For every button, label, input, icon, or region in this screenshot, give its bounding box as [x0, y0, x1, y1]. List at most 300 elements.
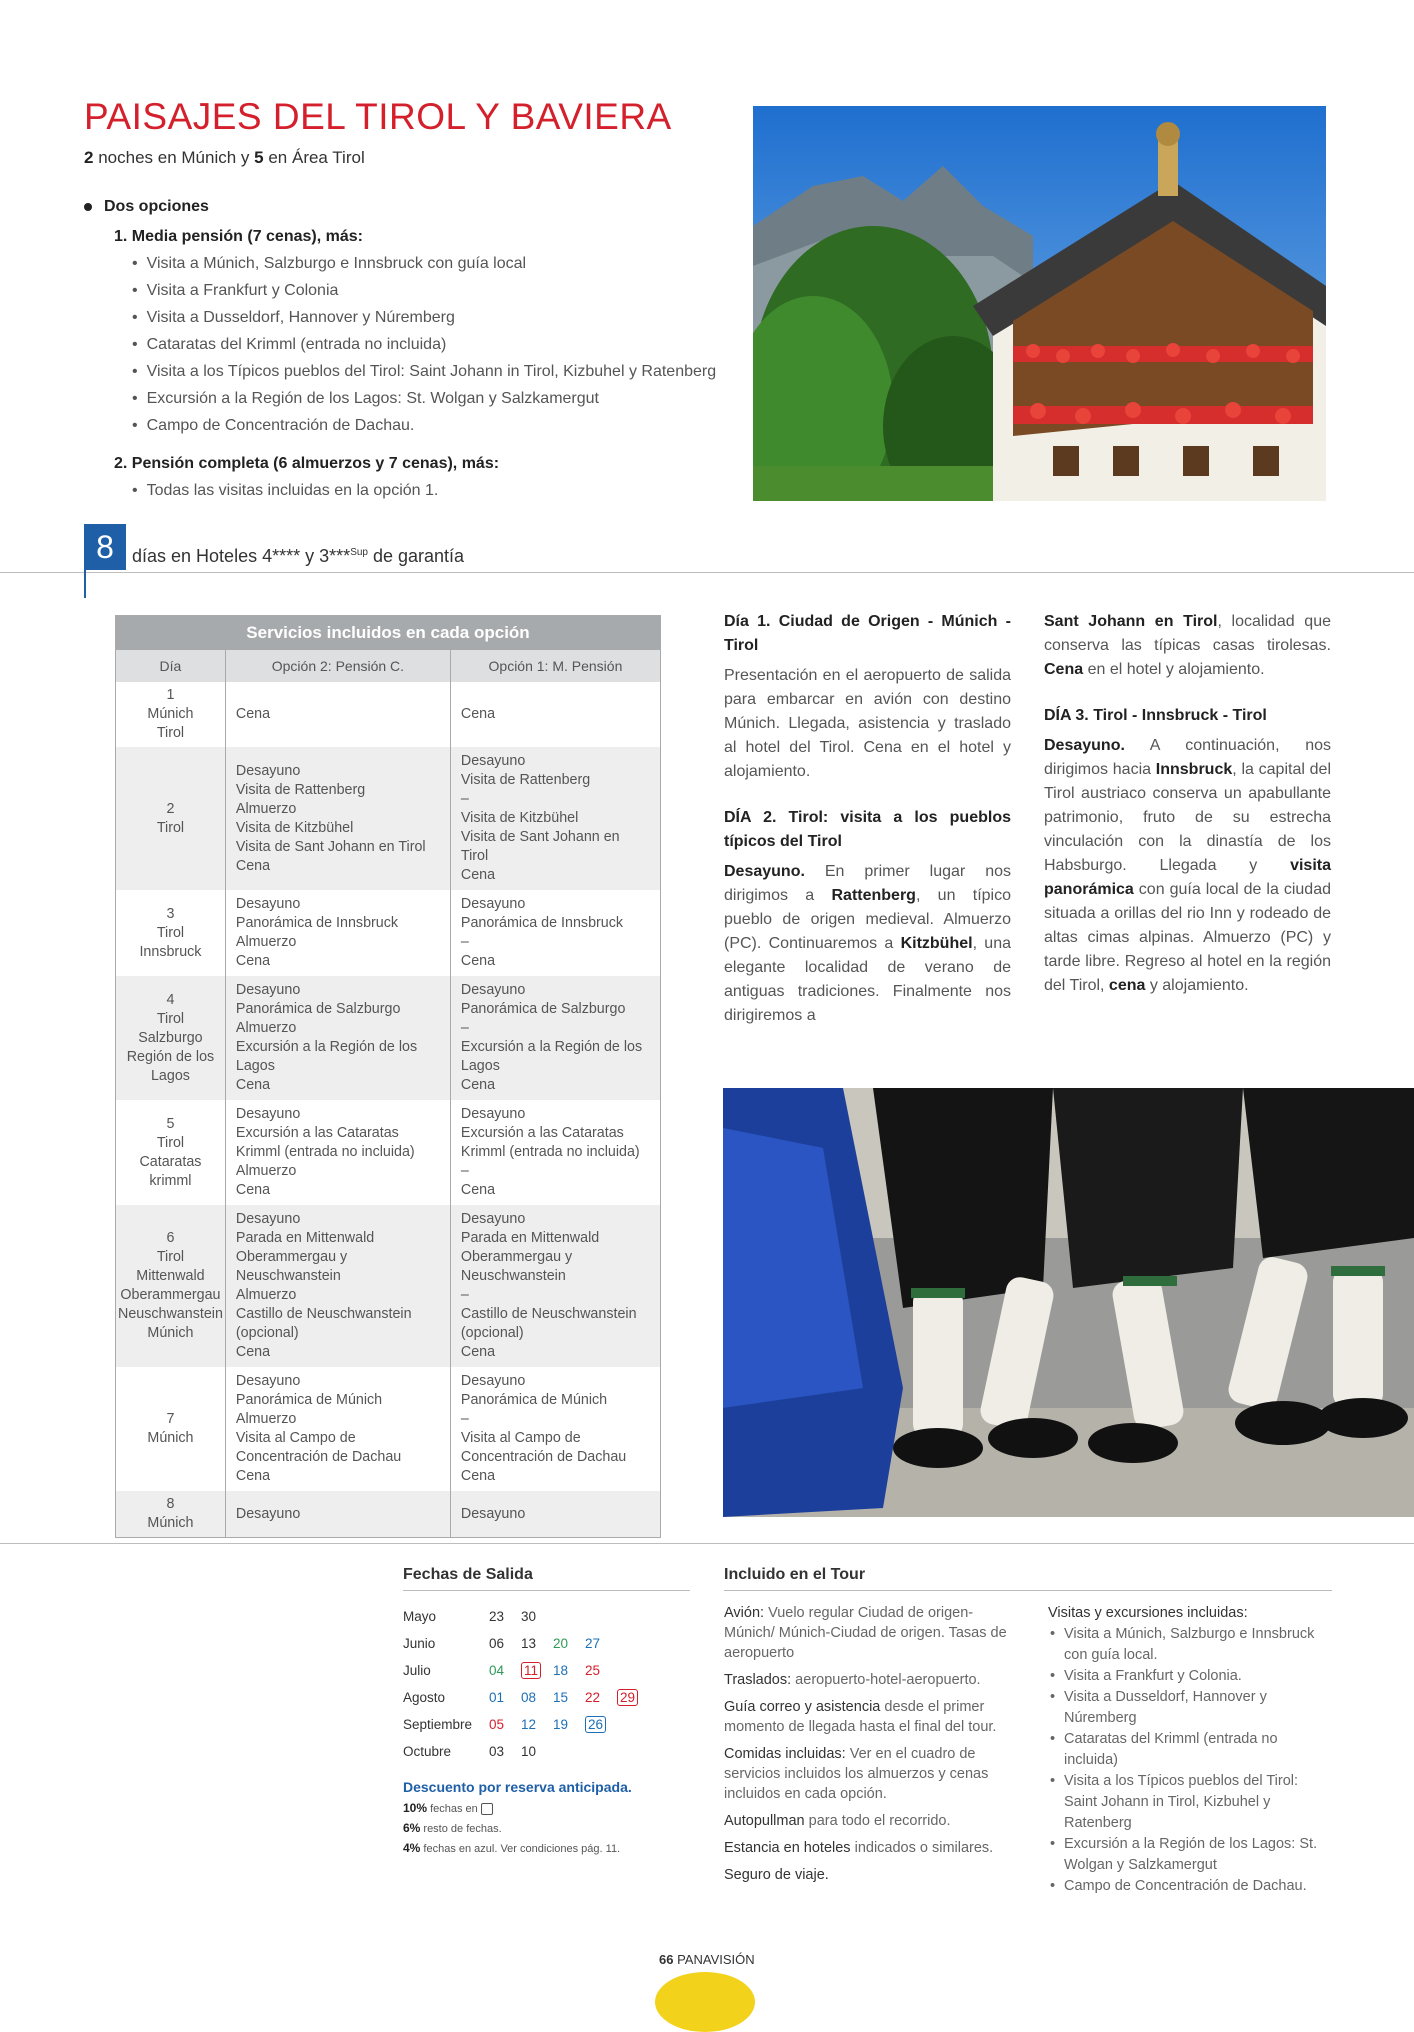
- included-text: indicados o similares.: [850, 1840, 994, 1856]
- list-item: • Cataratas del Krimml (entrada no incluida): [1048, 1729, 1332, 1771]
- cell-line: Oberammergau: [120, 1287, 221, 1303]
- day-cell: [116, 1100, 226, 1205]
- cell-line: Desayuno: [460, 1373, 526, 1389]
- cell-line: Concentración de Dachau: [235, 1449, 402, 1465]
- list-item: • Visita a Múnich, Salzburgo e Innsbruck con guía local: [132, 250, 724, 277]
- included-text: desde el primer momento de llegada hasta el final del tour.: [724, 1699, 997, 1735]
- cell-line: Desayuno: [235, 896, 301, 912]
- date-cell: [489, 1717, 521, 1732]
- discount-pct: 10%: [403, 1801, 428, 1815]
- cell-line: Concentración de Dachau: [460, 1449, 627, 1465]
- table-row: [116, 976, 661, 1100]
- cell-line: Lagos: [235, 1058, 275, 1074]
- cell-line: Excursión a las Cataratas: [235, 1125, 399, 1141]
- list-item: • Visita a Dusseldorf, Hannover y Núremberg: [132, 304, 724, 331]
- date-value: 03: [489, 1744, 505, 1759]
- date-cell: [585, 1663, 617, 1678]
- services-table: [115, 615, 661, 1538]
- bold-text: Cena: [1044, 661, 1084, 678]
- day-cell: [116, 682, 226, 747]
- discount-10: [403, 1801, 690, 1815]
- cell-line: Almuerzo: [235, 800, 297, 817]
- list-item: • Campo de Concentración de Dachau.: [1048, 1876, 1332, 1897]
- cell-line: Tirol: [156, 1249, 185, 1265]
- list-item: • Visita a Frankfurt y Colonia.: [1048, 1666, 1332, 1687]
- cell-line: Lagos: [460, 1058, 500, 1074]
- subtitle-text-1: noches en Múnich y: [98, 148, 250, 167]
- option-2-cell: [225, 1367, 450, 1491]
- bold-text: Desayuno.: [1044, 737, 1125, 754]
- date-value: 04: [489, 1663, 505, 1678]
- date-value: 20: [553, 1636, 569, 1651]
- discount-text: fechas en: [430, 1803, 478, 1815]
- option-1-cell: [450, 1100, 660, 1205]
- cell-line: Múnich: [147, 1325, 194, 1341]
- included-item: [724, 1865, 1014, 1885]
- cell-line: Castillo de Neuschwanstein: [460, 1306, 637, 1322]
- date-cell: [521, 1717, 553, 1732]
- departure-dates-section: [403, 1566, 690, 1855]
- included-label: Traslados:: [724, 1672, 792, 1688]
- date-cell: [553, 1690, 585, 1705]
- stars-3: 3***: [319, 546, 351, 566]
- cell-line: Múnich: [147, 1515, 194, 1531]
- date-value: 29: [617, 1689, 638, 1706]
- cell-line: Cena: [235, 1182, 271, 1198]
- date-value: 13: [521, 1636, 537, 1651]
- discount-text: resto de fechas.: [423, 1823, 502, 1836]
- list-item: • Visita a Dusseldorf, Hannover y Núremberg: [1048, 1687, 1332, 1729]
- option-2-list: [84, 477, 724, 504]
- date-value: 27: [585, 1636, 601, 1651]
- option-2-title: 2. Pensión completa (6 almuerzos y 7 cenas), más:: [114, 455, 500, 472]
- option-1-title: 1. Media pensión (7 cenas), más:: [114, 228, 363, 245]
- stars-4: 4****: [262, 546, 301, 566]
- options-heading-label: Dos opciones: [104, 198, 209, 215]
- bold-text: Desayuno.: [724, 863, 805, 880]
- itinerary-column-1: [724, 610, 1011, 1028]
- cell-line: –: [460, 1163, 469, 1179]
- bold-text: visita panorámica: [1044, 857, 1331, 898]
- included-item: [724, 1838, 1014, 1858]
- bold-text: Innsbruck: [1155, 761, 1233, 778]
- date-cell: [585, 1636, 617, 1651]
- cell-line: Desayuno: [235, 762, 301, 779]
- included-text: aeropuerto-hotel-aeropuerto.: [791, 1672, 981, 1688]
- cell-line: Desayuno: [235, 982, 301, 998]
- cell-line: Almuerzo: [235, 1287, 297, 1303]
- cell-line: Cena: [460, 706, 496, 722]
- discount-pct: 4%: [403, 1841, 421, 1856]
- date-row: [403, 1738, 690, 1765]
- date-value: 06: [489, 1636, 505, 1651]
- list-item: • Campo de Concentración de Dachau.: [132, 412, 724, 439]
- cell-line: 8: [166, 1496, 175, 1512]
- option-2-cell: [225, 1205, 450, 1367]
- discount-title: Descuento por reserva anticipada.: [403, 1779, 632, 1795]
- table-row: [116, 1367, 661, 1491]
- table-row: [116, 890, 661, 976]
- date-value: 23: [489, 1609, 505, 1624]
- day-3-title: DÍA 3. Tirol - Innsbruck - Tirol: [1044, 707, 1267, 724]
- date-cell: [489, 1744, 521, 1759]
- cell-line: Excursión a las Cataratas: [460, 1125, 624, 1141]
- page-footer: [659, 1952, 755, 1967]
- cell-line: –: [460, 934, 469, 950]
- cell-line: Cena: [235, 706, 271, 722]
- cell-line: Desayuno: [460, 1106, 526, 1122]
- cell-line: Castillo de Neuschwanstein: [235, 1306, 412, 1322]
- date-cell: [553, 1636, 585, 1651]
- discount-pct: 6%: [403, 1821, 421, 1836]
- bold-text: Rattenberg: [831, 887, 916, 904]
- option-1-cell: [450, 1367, 660, 1491]
- cell-line: Neuschwanstein: [235, 1268, 341, 1284]
- cell-line: Desayuno: [460, 1211, 526, 1227]
- services-table-body: [116, 682, 661, 1538]
- cell-line: Desayuno: [235, 1373, 301, 1389]
- included-item: [724, 1670, 1014, 1690]
- text: En primer lugar nos dirigimos a: [724, 863, 1011, 904]
- cell-line: 2: [166, 800, 175, 817]
- date-cell: [553, 1663, 585, 1678]
- tyrolean-house-photo: [753, 106, 1326, 501]
- date-value: 15: [553, 1690, 569, 1705]
- cell-line: Desayuno: [460, 753, 526, 769]
- cell-line: 1: [166, 687, 175, 703]
- included-columns: [724, 1603, 1332, 1897]
- cell-line: Cena: [460, 953, 496, 969]
- cell-line: Visita de Sant Johann en Tirol: [235, 838, 426, 855]
- list-item: • Visita a Frankfurt y Colonia: [132, 277, 724, 304]
- included-text: Ver en el cuadro de servicios incluidos los almuerzos y cenas incluidos en cada opción.: [724, 1746, 989, 1802]
- cell-line: Oberammergau y: [235, 1249, 348, 1265]
- cell-line: Oberammergau y: [460, 1249, 573, 1265]
- cell-line: (opcional): [235, 1325, 299, 1341]
- folk-dancers-illustration: [723, 1088, 1414, 1517]
- date-cell: [553, 1717, 585, 1732]
- date-value: 05: [489, 1717, 505, 1732]
- date-row: [403, 1711, 690, 1738]
- cell-line: Región de los: [126, 1048, 215, 1065]
- day-cell: [116, 890, 226, 976]
- cell-line: Desayuno: [235, 1505, 301, 1522]
- included-item: [724, 1811, 1014, 1831]
- bold-text: Kitzbühel: [900, 935, 973, 952]
- cell-line: Cena: [235, 1077, 271, 1093]
- date-cell: [585, 1690, 617, 1705]
- cell-line: Visita al Campo de: [460, 1430, 581, 1446]
- month-label: Agosto: [403, 1690, 446, 1705]
- days-banner-text: [132, 546, 464, 567]
- cell-line: Lagos: [150, 1067, 190, 1084]
- included-label: Comidas incluidas:: [724, 1746, 846, 1762]
- cell-line: –: [460, 1411, 469, 1427]
- cell-line: Tirol: [156, 725, 185, 741]
- date-value: 25: [585, 1663, 601, 1678]
- day-1-title: Día 1. Ciudad de Origen - Múnich - Tirol: [724, 613, 1011, 654]
- date-cell: [489, 1609, 521, 1624]
- bullet-icon: [84, 203, 92, 211]
- date-value: 26: [585, 1716, 606, 1733]
- date-cell: [489, 1690, 521, 1705]
- cell-line: Visita de Kitzbühel: [235, 819, 354, 836]
- date-cell: [521, 1636, 553, 1651]
- date-cell: [489, 1636, 521, 1651]
- cell-line: Krimml (entrada no incluida): [460, 1144, 640, 1160]
- cell-line: –: [460, 1287, 469, 1303]
- cell-line: Cena: [235, 857, 271, 874]
- text: , localidad que conserva las típicas casas tirolesas.: [1044, 613, 1331, 654]
- cell-line: Mittenwald: [136, 1268, 205, 1284]
- cell-line: Excursión a la Región de los: [235, 1039, 418, 1055]
- option-2-cell: [225, 1100, 450, 1205]
- table-row: [116, 1100, 661, 1205]
- included-item: [724, 1744, 1014, 1804]
- date-value: 18: [553, 1663, 569, 1678]
- cell-line: Panorámica de Múnich: [235, 1392, 383, 1408]
- cell-line: Visita al Campo de: [235, 1430, 356, 1446]
- itinerary-column-2: [1044, 610, 1331, 998]
- list-item: • Excursión a la Región de los Lagos: St. Wolgan y Salzkamergut: [1048, 1834, 1332, 1876]
- date-value: 12: [521, 1717, 537, 1732]
- cell-line: 6: [166, 1230, 175, 1246]
- included-text: Vuelo regular Ciudad de origen-Múnich/ Múnich-Ciudad de origen. Tasas de aeropuerto: [724, 1605, 1007, 1661]
- cell-line: Visita de Sant Johann en Tirol: [460, 829, 620, 864]
- cell-line: Visita de Rattenberg: [235, 781, 366, 798]
- month-label: Octubre: [403, 1744, 452, 1759]
- date-value: 08: [521, 1690, 537, 1705]
- included-list-right: [1048, 1603, 1332, 1897]
- included-label: Guía correo y asistencia: [724, 1699, 881, 1715]
- date-value: 30: [521, 1609, 537, 1624]
- date-value: 01: [489, 1690, 505, 1705]
- cell-line: Múnich: [147, 1430, 194, 1446]
- col-header-option-1: Opción 1: M. Pensión: [450, 650, 660, 682]
- option-1-cell: [450, 747, 660, 890]
- cell-line: Cena: [460, 1077, 496, 1093]
- text: en el hotel y alojamiento.: [1083, 661, 1265, 678]
- day-2-text-part2: [1044, 610, 1331, 682]
- subtitle-text-2: en Área Tirol: [268, 148, 365, 167]
- date-cell: [521, 1609, 553, 1624]
- included-label: Autopullman: [724, 1813, 805, 1829]
- list-item: • Cataratas del Krimml (entrada no incluida): [132, 331, 724, 358]
- date-value: 19: [553, 1717, 569, 1732]
- divider: [0, 1543, 1414, 1544]
- day-cell: [116, 1491, 226, 1538]
- day-2-title: DÍA 2. Tirol: visita a los pueblos típicos del Tirol: [724, 809, 1011, 850]
- cell-line: 7: [166, 1411, 175, 1427]
- discount-4: [403, 1841, 690, 1855]
- date-cell: [489, 1663, 521, 1678]
- date-cell: [521, 1744, 553, 1759]
- cell-line: Cena: [460, 1468, 496, 1484]
- discount-text: fechas en azul. Ver condiciones pág. 11.: [423, 1843, 621, 1856]
- included-item: [724, 1603, 1014, 1663]
- date-row: [403, 1630, 690, 1657]
- departure-dates-title: Fechas de Salida: [403, 1566, 690, 1591]
- month-label: Junio: [403, 1636, 436, 1651]
- nights-tirol: 5: [254, 148, 264, 167]
- day-cell: [116, 1367, 226, 1491]
- option-1-cell: [450, 1491, 660, 1538]
- option-2-cell: [225, 1491, 450, 1538]
- cell-line: Tirol: [156, 1134, 185, 1151]
- included-title: Incluido en el Tour: [724, 1566, 1332, 1591]
- option-1-cell: [450, 976, 660, 1100]
- option-1-cell: [450, 890, 660, 976]
- text: , un típico pueblo de origen medieval. Almuerzo (PC). Continuaremos a: [724, 887, 1011, 952]
- cell-line: 4: [166, 991, 175, 1008]
- option-1-cell: [450, 1205, 660, 1367]
- list-item: • Excursión a la Región de los Lagos: St. Wolgan y Salzkamergut: [132, 385, 724, 412]
- cell-line: Visita de Kitzbühel: [460, 810, 579, 826]
- day-2-text-part1: [724, 860, 1011, 1028]
- cell-line: Innsbruck: [139, 943, 202, 960]
- cell-line: Panorámica de Innsbruck: [235, 915, 399, 931]
- option-2-cell: [225, 976, 450, 1100]
- cell-line: Cena: [235, 1468, 271, 1484]
- page-title: PAISAJES DEL TIROL Y BAVIERA: [84, 96, 672, 137]
- cell-line: –: [460, 791, 469, 807]
- date-cell: [585, 1717, 617, 1732]
- text: y alojamiento.: [1145, 977, 1249, 994]
- option-2-cell: [225, 682, 450, 747]
- folk-dancers-photo: [723, 1088, 1414, 1517]
- bold-text: cena: [1108, 977, 1146, 994]
- cell-line: 3: [166, 905, 175, 922]
- option-1-list: [84, 250, 724, 439]
- cell-line: krimml: [149, 1172, 192, 1189]
- included-list-left: [724, 1603, 1014, 1897]
- cell-line: Parada en Mittenwald: [460, 1230, 600, 1246]
- table-row: [116, 747, 661, 890]
- cell-line: Cena: [460, 1344, 496, 1360]
- discount-6: [403, 1821, 690, 1835]
- option-2-cell: [225, 890, 450, 976]
- cell-line: Neuschwanstein: [118, 1306, 223, 1322]
- cell-line: Desayuno: [460, 896, 526, 912]
- cell-line: Cena: [460, 867, 496, 883]
- cell-line: Tirol: [156, 924, 185, 941]
- divider: [0, 572, 1414, 573]
- yellow-tab-decoration: [655, 1972, 755, 2032]
- text: con guía local de la ciudad situada a orillas del rio Inn y rodeado de altas cimas alpinas. Almuerzo (PC) y tarde libre. Regreso al hotel en la región del Tirol,: [1044, 881, 1331, 994]
- date-row: [403, 1684, 690, 1711]
- options-section: [84, 198, 724, 504]
- departure-dates-grid: [403, 1603, 690, 1765]
- date-cell: [521, 1663, 553, 1678]
- cell-line: Excursión a la Región de los: [460, 1039, 643, 1055]
- cell-line: 5: [166, 1115, 175, 1132]
- date-row: [403, 1657, 690, 1684]
- cell-line: Almuerzo: [235, 934, 297, 950]
- day-cell: [116, 1205, 226, 1367]
- cell-line: Cena: [235, 953, 271, 969]
- day-3-text: [1044, 734, 1331, 998]
- cell-line: Tirol: [156, 1010, 185, 1027]
- table-row: [116, 1491, 661, 1538]
- text: A continuación, nos dirigimos hacia: [1044, 737, 1331, 778]
- visits-title: Visitas y excursiones incluidas:: [1048, 1605, 1248, 1621]
- text: , la capital del Tirol austriaco conserva un apabullante patrimonio, fruto de su estrecha vinculación con la dinastía de los Habsburgo. Llegada y: [1044, 761, 1332, 874]
- table-row: [116, 682, 661, 747]
- tyrolean-house-illustration: [753, 106, 1326, 501]
- cell-line: Almuerzo: [235, 1163, 297, 1179]
- included-label: Seguro de viaje.: [724, 1867, 829, 1883]
- included-section: [724, 1566, 1332, 1897]
- month-label: Julio: [403, 1663, 431, 1678]
- included-item: [724, 1697, 1014, 1737]
- cell-line: –: [460, 1020, 469, 1036]
- cell-line: Desayuno: [460, 982, 526, 998]
- cell-line: (opcional): [460, 1325, 524, 1341]
- date-value: 11: [521, 1662, 541, 1679]
- cell-line: Múnich: [147, 706, 194, 722]
- box-icon: [481, 1803, 493, 1815]
- day-cell: [116, 747, 226, 890]
- date-row: [403, 1603, 690, 1630]
- days-text-b: de garantía: [373, 546, 465, 566]
- cell-line: Panorámica de Salzburgo: [235, 1001, 401, 1017]
- day-cell: [116, 976, 226, 1100]
- date-value: 22: [585, 1690, 601, 1705]
- sup-label: Sup: [350, 547, 368, 558]
- nights-munich: 2: [84, 148, 94, 167]
- table-caption: Servicios incluidos en cada opción: [116, 616, 661, 651]
- cell-line: Panorámica de Múnich: [460, 1392, 608, 1408]
- cell-line: Krimml (entrada no incluida): [235, 1144, 415, 1160]
- month-label: Septiembre: [403, 1717, 473, 1732]
- day-1-text: Presentación en el aeropuerto de salida para embarcar en avión con destino Múnich. Llegada, asistencia y traslado al hotel del Tirol. Cena en el hotel y alojamiento.: [724, 667, 1011, 780]
- cell-line: Parada en Mittenwald: [235, 1230, 375, 1246]
- cell-line: Panorámica de Innsbruck: [460, 915, 624, 931]
- cell-line: Tirol: [156, 819, 185, 836]
- list-item: • Visita a los Típicos pueblos del Tirol: Saint Johann in Tirol, Kizbuhel y Ratenberg: [132, 358, 724, 385]
- cell-line: Cena: [235, 1344, 271, 1360]
- cell-line: Cataratas: [139, 1153, 202, 1170]
- cell-line: Almuerzo: [235, 1020, 297, 1036]
- visits-list: [1048, 1624, 1332, 1897]
- included-label: Avión:: [724, 1605, 765, 1621]
- brand-name: PANAVISIÓN: [677, 1952, 755, 1967]
- table-row: [116, 1205, 661, 1367]
- cell-line: Desayuno: [235, 1106, 301, 1122]
- month-label: Mayo: [403, 1609, 437, 1624]
- cell-line: Salzburgo: [138, 1029, 203, 1046]
- included-label: Estancia en hoteles: [724, 1840, 851, 1856]
- days-count-badge: 8: [84, 524, 126, 570]
- cell-line: Visita de Rattenberg: [460, 772, 591, 788]
- list-item: • Visita a los Típicos pueblos del Tirol: Saint Johann in Tirol, Kizbuhel y Ratenberg: [1048, 1771, 1332, 1834]
- col-header-option-2: Opción 2: Pensión C.: [225, 650, 450, 682]
- days-text-y: y: [305, 546, 315, 566]
- date-cell: [617, 1690, 649, 1705]
- page-number: 66: [659, 1952, 674, 1967]
- cell-line: Panorámica de Salzburgo: [460, 1001, 626, 1017]
- cell-line: Desayuno: [235, 1211, 301, 1227]
- cell-line: Cena: [460, 1182, 496, 1198]
- list-item: • Visita a Múnich, Salzburgo e Innsbruck con guía local.: [1048, 1624, 1332, 1666]
- bold-text: Sant Johann en Tirol: [1044, 613, 1218, 630]
- text: , una elegante localidad de verano de antiguas tradiciones. Finalmente nos dirigiremos a: [724, 935, 1011, 1024]
- cell-line: Desayuno: [460, 1505, 526, 1522]
- page-subtitle: [84, 148, 365, 168]
- list-item: • Todas las visitas incluidas en la opción 1.: [132, 477, 724, 504]
- col-header-day: Día: [116, 650, 226, 682]
- options-heading: [84, 198, 724, 216]
